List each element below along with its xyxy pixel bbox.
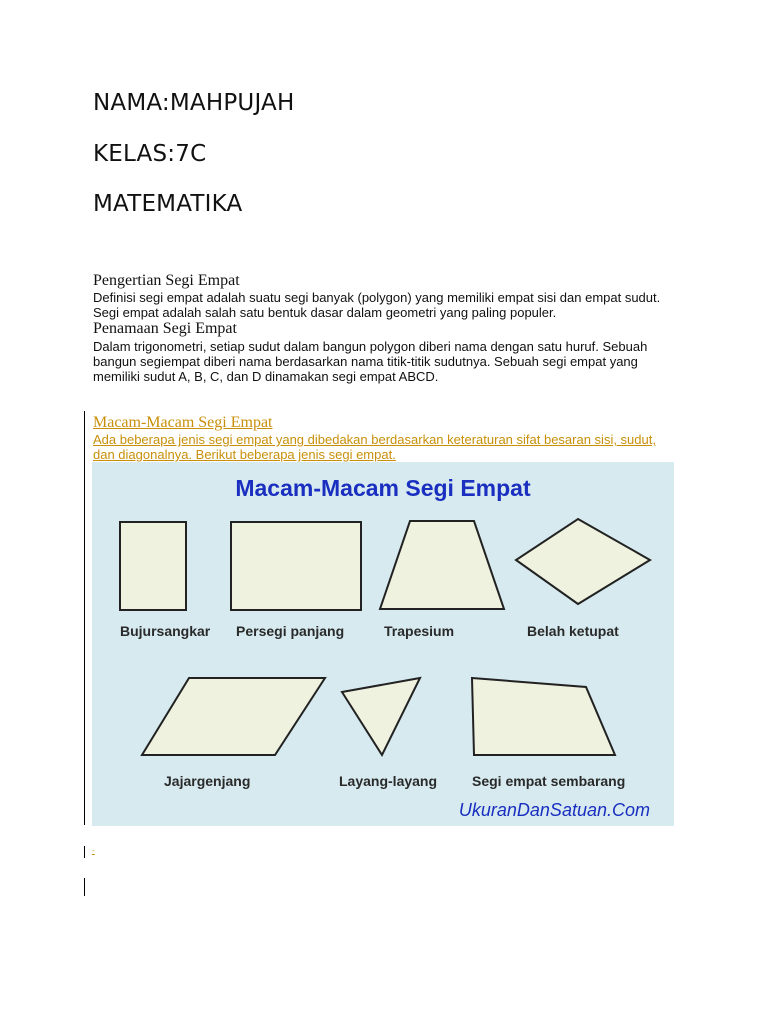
definition-title: Pengertian Segi Empat	[93, 272, 240, 289]
label-parallelogram: Jajargenjang	[164, 773, 251, 789]
label-trapezoid: Trapesium	[384, 623, 455, 639]
naming-title: Penamaan Segi Empat	[93, 320, 237, 337]
margin-bar	[84, 411, 85, 825]
label-irregular: Segi empat sembarang	[472, 773, 626, 789]
rectangle-shape	[231, 522, 361, 610]
student-class: KELAS:7C	[93, 141, 207, 167]
margin-bar-small	[84, 846, 85, 858]
irregular-quadrilateral-shape	[472, 678, 615, 755]
student-name: NAMA:MAHPUJAH	[93, 90, 295, 116]
kite-shape	[342, 678, 420, 755]
quadrilateral-illustration	[92, 462, 674, 826]
types-text-link[interactable]: Ada beberapa jenis segi empat yang dibedakan berdasarkan keteraturan sifat besaran sisi, sudut, dan diagonalnya. Berikut beberapa jenis segi empat.	[93, 432, 656, 462]
label-rectangle: Persegi panjang	[236, 623, 345, 639]
figure-title: Macam-Macam Segi Empat	[235, 475, 531, 501]
rhombus-shape	[516, 519, 650, 604]
types-title-link[interactable]: Macam-Macam Segi Empat	[93, 414, 273, 431]
square-shape	[120, 522, 186, 610]
label-rhombus: Belah ketupat	[527, 623, 619, 639]
quadrilateral-figure	[92, 462, 674, 826]
watermark-text: UkuranDanSatuan.Com	[458, 800, 650, 820]
margin-bar-bottom	[84, 878, 85, 896]
label-kite: Layang-layang	[339, 773, 438, 789]
trapezoid-shape	[380, 521, 504, 609]
label-square: Bujursangkar	[120, 623, 211, 639]
footer-link[interactable]: -	[92, 846, 95, 855]
parallelogram-shape	[142, 678, 325, 755]
naming-text: Dalam trigonometri, setiap sudut dalam bangun polygon diberi nama dengan satu huruf. Sebuah bangun segiempat diberi nama berdasarkan nama titik-titik sudutnya. Sebuah segi empat yang memiliki sudut A, B, C, dan D dinamakan segi empat ABCD.	[93, 339, 648, 384]
subject-title: MATEMATIKA	[93, 191, 243, 217]
definition-text: Definisi segi empat adalah suatu segi banyak (polygon) yang memiliki empat sisi dan empat sudut. Segi empat adalah salah satu bentuk dasar dalam geometri yang paling populer.	[93, 290, 661, 320]
